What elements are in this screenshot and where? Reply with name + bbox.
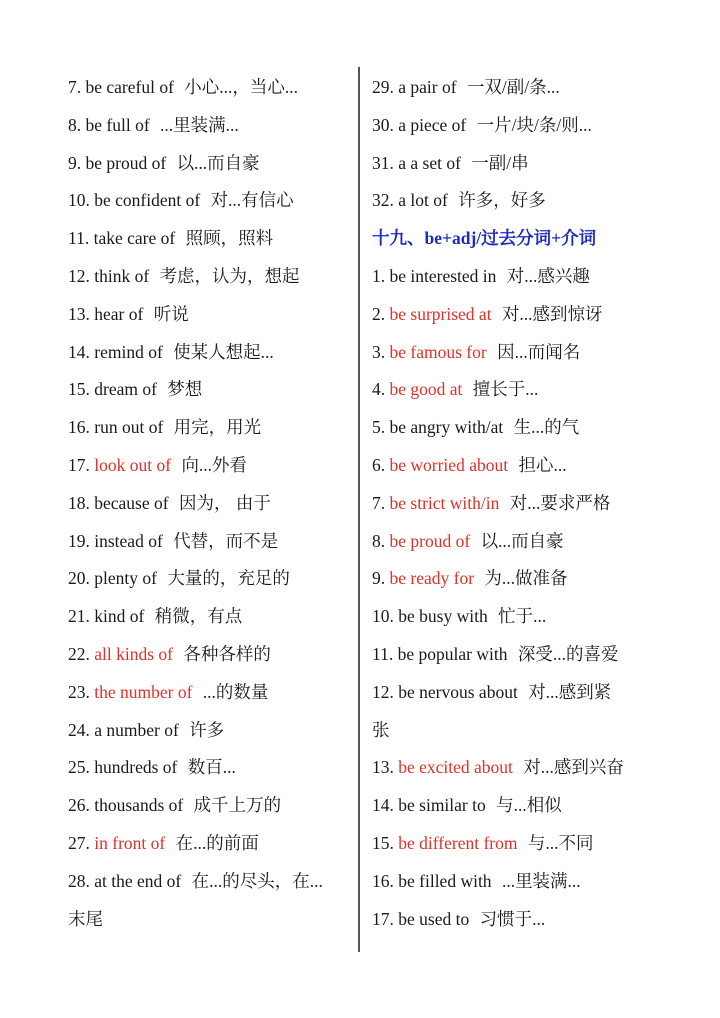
chinese-meaning: 用完，用光 xyxy=(173,417,262,438)
english-phrase: be angry with/at xyxy=(389,417,504,438)
english-phrase: be popular with xyxy=(397,643,508,664)
english-phrase: because of xyxy=(94,492,169,513)
item-number: 24. xyxy=(68,719,90,740)
chinese-meaning: ...里装满... xyxy=(501,870,581,891)
english-phrase: plenty of xyxy=(94,568,157,589)
item-number: 8. xyxy=(372,530,386,551)
item-number: 17. xyxy=(372,908,394,929)
english-phrase: take care of xyxy=(93,228,176,249)
english-phrase: a a set of xyxy=(398,152,461,173)
item-number: 16. xyxy=(68,417,90,438)
chinese-meaning: 对...有信心 xyxy=(210,190,294,211)
phrase-item xyxy=(372,69,662,107)
chinese-meaning: 对...感兴趣 xyxy=(506,265,590,286)
english-phrase: run out of xyxy=(94,417,164,438)
chinese-meaning: 照顾，照料 xyxy=(185,228,274,249)
english-phrase: be proud of xyxy=(85,152,167,173)
phrase-item xyxy=(68,749,353,787)
phrase-item xyxy=(372,334,662,372)
chinese-meaning: 梦想 xyxy=(167,379,203,400)
chinese-meaning: 与...不同 xyxy=(527,832,594,853)
english-phrase: be confident of xyxy=(94,190,201,211)
item-number: 11. xyxy=(372,643,394,664)
phrase-item xyxy=(68,220,353,258)
phrase-item xyxy=(68,69,353,107)
english-phrase: dream of xyxy=(94,379,157,400)
item-number: 15. xyxy=(68,379,90,400)
phrase-item xyxy=(372,409,662,447)
chinese-meaning: 一片/块/条/则... xyxy=(476,114,592,135)
chinese-meaning: ...里装满... xyxy=(160,114,239,135)
item-number: 16. xyxy=(372,870,394,891)
item-number: 13. xyxy=(68,303,90,324)
phrase-item xyxy=(372,371,662,409)
item-number: 7. xyxy=(68,77,82,97)
phrase-item xyxy=(372,901,662,939)
phrase-item xyxy=(372,674,662,712)
line-continuation: 末尾 xyxy=(68,908,103,929)
item-number: 32. xyxy=(372,190,394,211)
english-phrase: in front of xyxy=(94,832,166,853)
item-number: 18. xyxy=(68,492,90,513)
phrase-item xyxy=(372,296,662,334)
item-number: 14. xyxy=(68,341,90,362)
item-number: 25. xyxy=(68,757,90,778)
phrase-item xyxy=(372,749,662,787)
item-number: 12. xyxy=(372,681,394,702)
line-continuation: 张 xyxy=(372,719,390,740)
english-phrase: be full of xyxy=(85,114,150,135)
phrase-item xyxy=(372,258,662,296)
phrase-item xyxy=(68,447,353,485)
english-phrase: a lot of xyxy=(398,190,448,211)
chinese-meaning: 成千上万的 xyxy=(193,795,282,816)
phrase-item xyxy=(68,145,353,183)
english-phrase: a piece of xyxy=(398,114,467,135)
chinese-meaning: 一副/串 xyxy=(471,152,529,173)
item-number: 1. xyxy=(372,265,386,286)
item-number: 11. xyxy=(68,228,90,249)
chinese-meaning: 许多，好多 xyxy=(458,190,546,211)
item-number: 21. xyxy=(68,606,90,627)
chinese-meaning: 对...感到惊讶 xyxy=(501,303,603,324)
chinese-meaning: 以...而自豪 xyxy=(176,152,260,173)
item-number: 30. xyxy=(372,114,394,135)
chinese-meaning: ...的数量 xyxy=(202,681,269,702)
english-phrase: be surprised at xyxy=(389,303,492,324)
chinese-meaning: 为...做准备 xyxy=(484,568,568,589)
item-number: 31. xyxy=(372,152,394,173)
phrase-item xyxy=(68,712,353,750)
item-number: 15. xyxy=(372,832,394,853)
chinese-meaning: 因...而闻名 xyxy=(497,341,581,362)
item-number: 9. xyxy=(68,152,82,173)
item-number: 28. xyxy=(68,870,90,891)
english-phrase: thousands of xyxy=(94,795,184,816)
phrase-item xyxy=(372,182,662,220)
chinese-meaning: 各种各样的 xyxy=(183,643,271,664)
item-number: 20. xyxy=(68,568,90,589)
english-phrase: remind of xyxy=(94,341,163,362)
english-phrase: all kinds of xyxy=(94,643,173,664)
english-phrase: be famous for xyxy=(389,341,487,362)
item-number: 9. xyxy=(372,568,386,589)
chinese-meaning: 小心...，当心... xyxy=(184,77,299,97)
chinese-meaning: 深受...的喜爱 xyxy=(517,643,619,664)
phrase-item xyxy=(372,863,662,901)
phrase-item xyxy=(68,598,353,636)
item-number: 6. xyxy=(372,454,386,475)
item-number: 29. xyxy=(372,77,394,97)
english-phrase: look out of xyxy=(94,454,172,475)
chinese-meaning: 稍微，有点 xyxy=(154,606,243,627)
chinese-meaning: 以...而自豪 xyxy=(480,530,564,551)
english-phrase: be worried about xyxy=(389,454,509,475)
phrase-item xyxy=(68,334,353,372)
english-phrase: be busy with xyxy=(398,606,488,627)
chinese-meaning: 向...外看 xyxy=(181,454,248,475)
chinese-meaning: 大量的，充足的 xyxy=(167,568,290,589)
chinese-meaning: 擅长于... xyxy=(472,379,539,400)
chinese-meaning: 担心... xyxy=(518,454,567,475)
section-heading: 十九、be+adj/过去分词+介词 xyxy=(372,228,597,249)
english-phrase: hear of xyxy=(94,303,144,324)
english-phrase: be interested in xyxy=(389,265,497,286)
item-number: 5. xyxy=(372,417,386,438)
english-phrase: at the end of xyxy=(94,870,182,891)
english-phrase: hundreds of xyxy=(94,757,178,778)
phrase-item xyxy=(68,107,353,145)
phrase-item xyxy=(372,825,662,863)
english-phrase: be filled with xyxy=(398,870,492,891)
item-number: 27. xyxy=(68,832,90,853)
chinese-meaning: 数百... xyxy=(187,757,236,778)
chinese-meaning: 忙于... xyxy=(498,606,547,627)
phrase-item xyxy=(68,825,353,863)
english-phrase: be ready for xyxy=(389,568,475,589)
chinese-meaning: 与...相似 xyxy=(496,795,562,816)
english-phrase: be good at xyxy=(389,379,463,400)
english-phrase: be excited about xyxy=(398,757,513,778)
phrase-item xyxy=(372,485,662,523)
item-number: 26. xyxy=(68,795,90,816)
phrase-item xyxy=(372,787,662,825)
item-number: 14. xyxy=(372,795,394,816)
chinese-meaning: 在...的尽头，在... xyxy=(191,870,323,891)
phrase-item xyxy=(372,523,662,561)
chinese-meaning: 生...的气 xyxy=(513,417,580,438)
english-phrase: be used to xyxy=(398,908,470,929)
chinese-meaning: 因为， 由于 xyxy=(178,492,271,513)
chinese-meaning: 一双/副/条... xyxy=(466,77,560,97)
item-number: 4. xyxy=(372,379,386,400)
english-phrase: be careful of xyxy=(85,77,174,97)
chinese-meaning: 使某人想起... xyxy=(173,341,274,362)
left-column xyxy=(68,69,353,938)
english-phrase: kind of xyxy=(94,606,145,627)
item-number: 2. xyxy=(372,303,386,324)
english-phrase: a number of xyxy=(94,719,179,740)
item-number: 3. xyxy=(372,341,386,362)
item-number: 10. xyxy=(372,606,394,627)
phrase-item xyxy=(68,258,353,296)
english-phrase: be similar to xyxy=(398,795,486,816)
item-number: 10. xyxy=(68,190,90,211)
item-number: 12. xyxy=(68,265,90,286)
phrase-item xyxy=(68,636,353,674)
item-number: 19. xyxy=(68,530,90,551)
chinese-meaning: 对...感到兴奋 xyxy=(523,757,624,778)
phrase-item xyxy=(68,787,353,825)
chinese-meaning: 考虑，认为，想起 xyxy=(159,265,300,286)
chinese-meaning: 听说 xyxy=(153,303,189,324)
chinese-meaning: 代替，而不是 xyxy=(173,530,279,551)
phrase-item xyxy=(372,598,662,636)
english-phrase: the number of xyxy=(94,681,193,702)
phrase-item xyxy=(68,296,353,334)
phrase-item xyxy=(68,560,353,598)
phrase-item xyxy=(372,447,662,485)
chinese-meaning: 对...要求严格 xyxy=(509,492,611,513)
english-phrase: be proud of xyxy=(389,530,471,551)
phrase-item xyxy=(68,674,353,712)
phrase-item xyxy=(68,485,353,523)
phrase-item xyxy=(372,145,662,183)
phrase-item xyxy=(68,523,353,561)
english-phrase: instead of xyxy=(94,530,163,551)
phrase-item xyxy=(372,636,662,674)
column-divider xyxy=(358,67,360,952)
phrase-item xyxy=(68,863,353,901)
item-number: 17. xyxy=(68,454,90,475)
phrase-item xyxy=(68,182,353,220)
english-phrase: be different from xyxy=(398,832,518,853)
english-phrase: be strict with/in xyxy=(389,492,500,513)
english-phrase: be nervous about xyxy=(398,681,518,702)
chinese-meaning: 许多 xyxy=(189,719,225,740)
item-number: 13. xyxy=(372,757,394,778)
phrase-item xyxy=(372,560,662,598)
item-number: 8. xyxy=(68,114,82,135)
phrase-item xyxy=(372,107,662,145)
english-phrase: a pair of xyxy=(398,77,457,97)
english-phrase: think of xyxy=(94,265,150,286)
phrase-item xyxy=(68,371,353,409)
item-number: 7. xyxy=(372,492,386,513)
chinese-meaning: 在...的前面 xyxy=(175,832,259,853)
chinese-meaning: 对...感到紧 xyxy=(528,681,612,702)
item-number: 23. xyxy=(68,681,90,702)
phrase-item xyxy=(68,409,353,447)
chinese-meaning: 习惯于... xyxy=(479,908,546,929)
right-column xyxy=(372,69,662,938)
item-number: 22. xyxy=(68,643,90,664)
